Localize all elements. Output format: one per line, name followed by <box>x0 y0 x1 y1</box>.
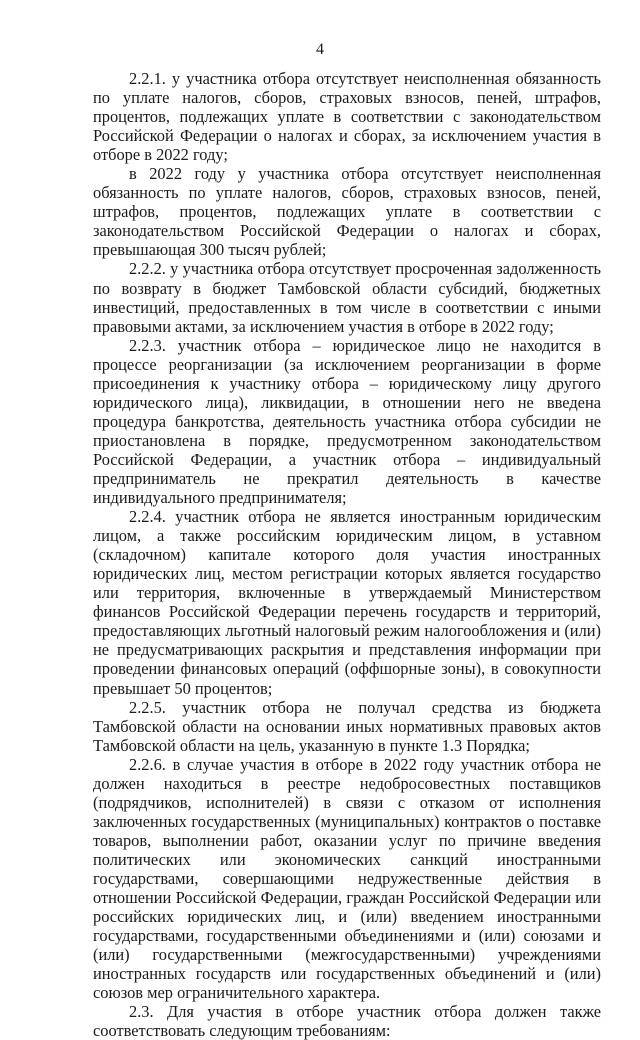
paragraph-2-2-4: 2.2.4. участник отбора не является иностранным юридическим лицом, а также российским юридическим лицом, в уставном (складочном) капитале которого доля участия иностранных юридических лиц, местом регистрации которых является государство или территория, включенные в утверждаемый Министерством финансов Российской Федерации перечень государств и территорий, предоставляющих льготный налоговый режим налогообложения и (или) не предусматривающих раскрытия и представления информации при проведении финансовых операций (оффшорные зоны), в совокупности превышает 50 процентов; <box>93 507 601 698</box>
paragraph-2-2-1: 2.2.1. у участника отбора отсутствует неисполненная обязанность по уплате налогов, сборов, страховых взносов, пеней, штрафов, процентов, подлежащих уплате в соответствии с законодательством Российской Федерации о налогах и сборах, за исключением участия в отборе в 2022 году; <box>93 69 601 165</box>
paragraph-2-2-3: 2.2.3. участник отбора – юридическое лицо не находится в процессе реорганизации (за исключением реорганизации в форме присоединения к участнику отбора – юридическому лицу другого юридического лица), ликвидации, в отношении него не введена процедура банкротства, деятельность участника отбора субсидии не приостановлена в порядке, предусмотренном законодательством Российской Федерации, а участник отбора – индивидуальный предприниматель не прекратил деятельность в качестве индивидуального предпринимателя; <box>93 335 601 508</box>
paragraph-2-2-5: 2.2.5. участник отбора не получал средства из бюджета Тамбовской области на основании иных нормативных правовых актов Тамбовской области на цель, указанную в пункте 1.3 Порядка; <box>93 697 601 755</box>
paragraph-2-2-6: 2.2.6. в случае участия в отборе в 2022 году участник отбора не должен находиться в реестре недобросовестных поставщиков (подрядчиков, исполнителей) в связи с отказом от исполнения заключенных государственных (муниципальных) контрактов о поставке товаров, выполнении работ, оказании услуг по причине введения политических или экономических санкций иностранными государствами, совершающими недружественные действия в отношении Российской Федерации, граждан Российской Федерации или российских юридических лиц, и (или) введением иностранными государствами, государственными объединениями и (или) союзами и (или) государственными (межгосударственными) учреждениями иностранных государств или государственных объединений и (или) союзов мер ограничительного характера. <box>93 754 601 1003</box>
paragraph-2-3: 2.3. Для участия в отборе участник отбора должен также соответствовать следующим требованиям: <box>93 1002 601 1040</box>
page-number: 4 <box>316 41 324 58</box>
paragraph-2022-tax-limit: в 2022 году у участника отбора отсутствует неисполненная обязанность по уплате налогов, сборов, страховых взносов, пеней, штрафов, процентов, подлежащих уплате в соответствии с законодательством Российской Федерации о налогах и сборах, превышающая 300 тысяч рублей; <box>93 164 601 260</box>
paragraph-2-2-2: 2.2.2. у участника отбора отсутствует просроченная задолженность по возврату в бюджет Тамбовской области субсидий, бюджетных инвестиций, предоставленных в том числе в соответствии с иными правовыми актами, за исключением участия в отборе в 2022 году; <box>93 259 601 336</box>
document-body <box>93 69 601 1040</box>
